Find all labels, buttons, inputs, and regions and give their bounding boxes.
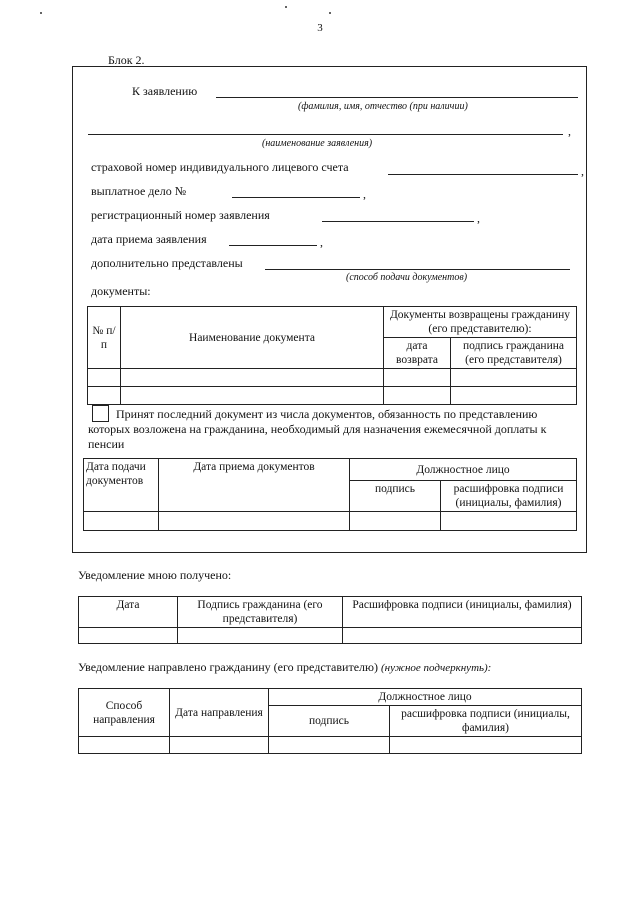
reg-number-field[interactable] bbox=[322, 221, 474, 222]
payment-file-field[interactable] bbox=[232, 197, 360, 198]
table-cell[interactable] bbox=[451, 369, 577, 387]
to-application-label: К заявлению bbox=[132, 84, 198, 98]
comma: , bbox=[568, 124, 571, 138]
col-name-header: Наименование документа bbox=[121, 307, 384, 369]
snils-field[interactable] bbox=[388, 174, 578, 175]
receipt-date-field[interactable] bbox=[229, 245, 317, 246]
notice-received-title: Уведомление мною получено: bbox=[78, 568, 232, 582]
application-name-caption: (наименование заявления) bbox=[262, 138, 373, 149]
table-row bbox=[79, 628, 582, 644]
reg-number-label: регистрационный номер заявления bbox=[91, 208, 270, 222]
col-num-header: № п/п bbox=[88, 307, 121, 369]
documents-label: документы: bbox=[91, 284, 151, 298]
table-cell[interactable] bbox=[121, 387, 384, 405]
fio-caption: (фамилия, имя, отчество (при наличии) bbox=[298, 101, 468, 112]
page-number: 3 bbox=[317, 22, 323, 34]
table-row bbox=[88, 369, 577, 387]
documents-table bbox=[87, 306, 577, 405]
table-cell[interactable] bbox=[79, 737, 170, 754]
table-cell[interactable] bbox=[269, 737, 390, 754]
table-cell[interactable] bbox=[390, 737, 582, 754]
table-cell[interactable] bbox=[441, 512, 577, 531]
last-document-text: Принят последний документ из числа документов, обязанность по представлению которых возложена на гражданина, необходимый для назначения ежемесячной доплаты к пенсии bbox=[88, 407, 547, 451]
receipt-date-label: дата приема заявления bbox=[91, 232, 207, 246]
col-return-date-header: дата возврата bbox=[384, 338, 451, 369]
table-cell[interactable] bbox=[384, 369, 451, 387]
scan-speck bbox=[329, 12, 331, 14]
notice-sent-title-text: Уведомление направлено гражданину (его представителю) bbox=[78, 660, 378, 674]
snils-label: страховой номер индивидуального лицевого счета bbox=[91, 160, 349, 174]
col-method-header: Способ направления bbox=[79, 689, 170, 737]
col-signature-header: подпись bbox=[269, 706, 390, 737]
additional-field[interactable] bbox=[265, 269, 570, 270]
col-date-header: Дата направления bbox=[170, 689, 269, 737]
col-signature-header: Подпись гражданина (его представителя) bbox=[178, 597, 343, 628]
block-label: Блок 2. bbox=[108, 53, 145, 67]
table-cell[interactable] bbox=[343, 628, 582, 644]
table-cell[interactable] bbox=[159, 512, 350, 531]
table-cell[interactable] bbox=[88, 387, 121, 405]
col-official-header: Должностное лицо bbox=[350, 459, 577, 481]
table-row bbox=[84, 512, 577, 531]
table-row bbox=[79, 737, 582, 754]
notice-received-table bbox=[78, 596, 582, 644]
method-caption: (способ подачи документов) bbox=[346, 272, 468, 283]
col-receipt-date-header: Дата приема документов bbox=[159, 459, 350, 512]
scan-speck bbox=[40, 12, 42, 14]
table-cell[interactable] bbox=[121, 369, 384, 387]
col-date-header: Дата bbox=[79, 597, 178, 628]
table-row bbox=[88, 387, 577, 405]
table-cell[interactable] bbox=[170, 737, 269, 754]
col-decoding-header: расшифровка подписи (инициалы, фамилия) bbox=[441, 481, 577, 512]
table-cell[interactable] bbox=[88, 369, 121, 387]
col-official-header: Должностное лицо bbox=[269, 689, 582, 706]
table-cell[interactable] bbox=[84, 512, 159, 531]
notice-sent-note: (нужное подчеркнуть): bbox=[380, 662, 492, 674]
table-cell[interactable] bbox=[79, 628, 178, 644]
payment-file-label: выплатное дело № bbox=[91, 184, 187, 198]
col-signature-header: подпись гражданина (его представителя) bbox=[451, 338, 577, 369]
scan-speck bbox=[285, 6, 287, 8]
table-cell[interactable] bbox=[384, 387, 451, 405]
fio-field[interactable] bbox=[216, 97, 578, 98]
table-cell[interactable] bbox=[350, 512, 441, 531]
comma: , bbox=[320, 235, 323, 249]
application-name-field[interactable] bbox=[88, 134, 563, 135]
official-table bbox=[83, 458, 577, 531]
notice-sent-title bbox=[78, 660, 491, 675]
table-cell[interactable] bbox=[451, 387, 577, 405]
table-cell[interactable] bbox=[178, 628, 343, 644]
additional-label: дополнительно представлены bbox=[91, 256, 243, 270]
col-submit-date-header: Дата подачи документов bbox=[84, 459, 159, 512]
comma: , bbox=[363, 187, 366, 201]
comma: , bbox=[581, 164, 584, 178]
comma: , bbox=[477, 211, 480, 225]
col-returned-header: Документы возвращены гражданину (его представителю): bbox=[384, 307, 577, 338]
col-decoding-header: расшифровка подписи (инициалы, фамилия) bbox=[390, 706, 582, 737]
notice-sent-table bbox=[78, 688, 582, 754]
col-signature-header: подпись bbox=[350, 481, 441, 512]
col-decoding-header: Расшифровка подписи (инициалы, фамилия) bbox=[343, 597, 582, 628]
